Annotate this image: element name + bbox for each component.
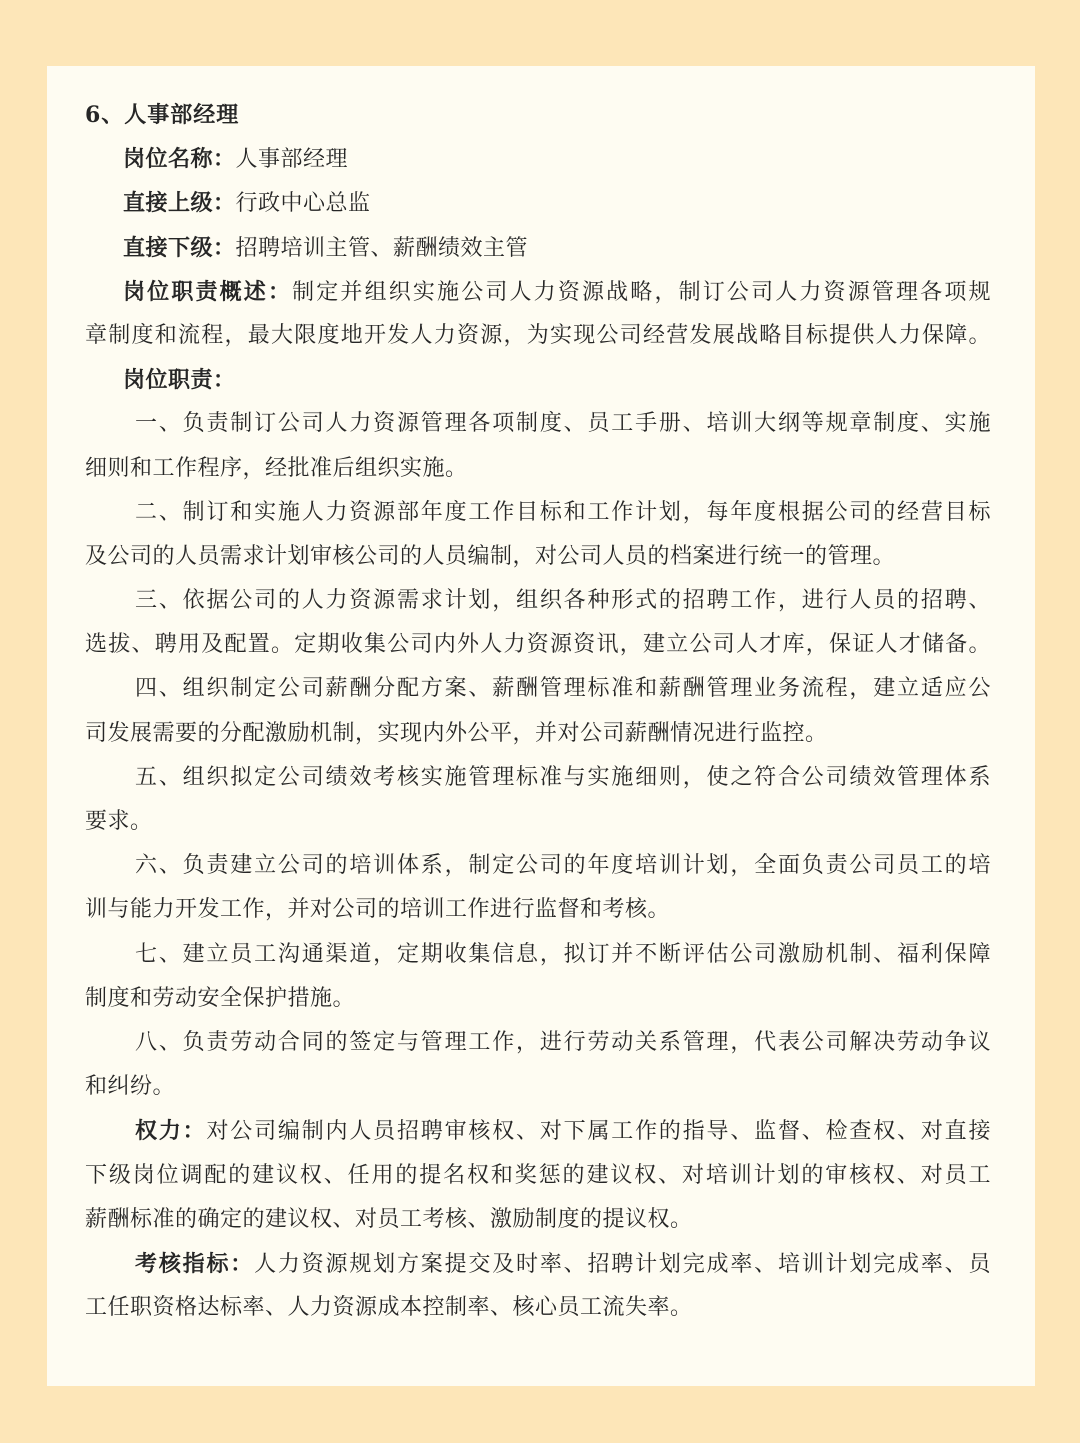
authority-line-1: [85, 1109, 991, 1153]
direct-superior-row: [85, 181, 991, 225]
duty-2-line-1: 二、制订和实施人力资源部年度工作目标和工作计划，每年度根据公司的经营目标: [135, 499, 991, 525]
position-name-row: [85, 137, 991, 181]
duty-1-line-2: 细则和工作程序，经批准后组织实施。: [85, 455, 468, 481]
position-name-label: 岗位名称：: [123, 146, 236, 173]
duty-7-line-2: 制度和劳动安全保护措施。: [85, 985, 356, 1011]
duty-8-line-1: 八、负责劳动合同的签定与管理工作，进行劳动关系管理，代表公司解决劳动争议: [135, 1029, 991, 1055]
kpi-line-2: 工任职资格达标率、人力资源成本控制率、核心员工流失率。: [85, 1295, 693, 1321]
document-page: [47, 66, 1035, 1386]
duty-3-line-1: 三、依据公司的人力资源需求计划，组织各种形式的招聘工作，进行人员的招聘、: [135, 588, 991, 614]
authority-text-1: 对公司编制内人员招聘审核权、对下属工作的指导、监督、检查权、对直接: [206, 1119, 991, 1145]
summary-label: 岗位职责概述：: [123, 278, 293, 305]
duties-label: 岗位职责：: [123, 367, 236, 394]
duty-7-line-1: 七、建立员工沟通渠道，定期收集信息，拟订并不断评估公司激励机制、福利保障: [135, 941, 991, 967]
summary-line-1: [85, 270, 991, 314]
duty-4-line-1: 四、组织制定公司薪酬分配方案、薪酬管理标准和薪酬管理业务流程，建立适应公: [135, 676, 991, 702]
direct-superior-value: 行政中心总监: [235, 191, 371, 217]
authority-label: 权力：: [135, 1118, 207, 1145]
authority-line-2: 下级岗位调配的建议权、任用的提名权和奖惩的建议权、对培训计划的审核权、对员工: [85, 1162, 991, 1188]
summary-line-2: 章制度和流程，最大限度地开发人力资源，为实现公司经营发展战略目标提供人力保障。: [85, 322, 991, 348]
duty-8-line-2: 和纠纷。: [85, 1074, 176, 1100]
duty-3-line-2: 选拔、聘用及配置。定期收集公司内外人力资源资讯，建立公司人才库，保证人才储备。: [85, 632, 991, 658]
kpi-text-1: 人力资源规划方案提交及时率、招聘计划完成率、培训计划完成率、员: [254, 1251, 991, 1277]
direct-superior-label: 直接上级：: [123, 190, 236, 217]
duty-6-line-2: 训与能力开发工作，并对公司的培训工作进行监督和考核。: [85, 897, 671, 923]
position-name-value: 人事部经理: [235, 147, 349, 173]
duty-5-line-1: 五、组织拟定公司绩效考核实施管理标准与实施细则，使之符合公司绩效管理体系: [135, 764, 991, 790]
kpi-line-1: [85, 1242, 991, 1286]
direct-subordinates-value: 招聘培训主管、薪酬绩效主管: [235, 235, 529, 261]
duty-4-line-2: 司发展需要的分配激励机制，实现内外公平，并对公司薪酬情况进行监控。: [85, 720, 828, 746]
authority-line-3: 薪酬标准的确定的建议权、对员工考核、激励制度的提议权。: [85, 1206, 693, 1232]
kpi-label: 考核指标：: [135, 1250, 255, 1277]
direct-subordinates-label: 直接下级：: [123, 234, 236, 261]
duty-2-line-2: 及公司的人员需求计划审核公司的人员编制，对公司人员的档案进行统一的管理。: [85, 543, 896, 569]
summary-text-1: 制定并组织实施公司人力资源战略，制订公司人力资源管理各项规: [292, 279, 991, 305]
direct-subordinates-row: [85, 226, 991, 270]
duty-1-line-1: 一、负责制订公司人力资源管理各项制度、员工手册、培训大纲等规章制度、实施: [135, 411, 991, 437]
duty-5-line-2: 要求。: [85, 809, 153, 834]
duty-6-line-1: 六、负责建立公司的培训体系，制定公司的年度培训计划，全面负责公司员工的培: [135, 853, 991, 879]
section-heading: 6、人事部经理: [85, 102, 240, 128]
